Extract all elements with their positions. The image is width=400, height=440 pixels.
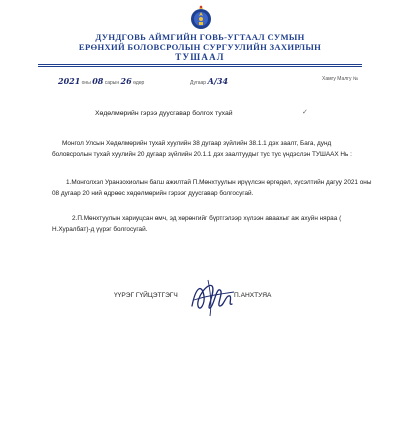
- order-number: А/34: [207, 76, 229, 86]
- body-paragraph-3: 2.П.Мөнхтуулын хариуцсан өмч, эд хөрөнгийг бүртгэлээр хүлээн аваахыг аж ахуйн няраа ( Н.Хуралбат)-д үүрэг болгосугай.: [52, 215, 342, 233]
- subject-title: Хөдөлмөрийн гэрээ дуусгавар болгох тухай: [95, 110, 233, 117]
- number-field: [190, 76, 228, 86]
- org-name-line-2: ЕРӨНХИЙ БОЛОВСРОЛЫН СУРГУУЛИЙН ЗАХИРЛЫН: [78, 42, 322, 52]
- mongolia-state-emblem-icon: [190, 4, 212, 32]
- date-field: [58, 76, 144, 86]
- signatory-name: П.АНХТУЯА: [234, 292, 272, 299]
- body-paragraph-1: Монгол Улсын Хөдөлмөрийн тухай хуулийн 38 дугаар зүйлийн 38.1.1 дэх заалт, Бага, дунд боловсролын тухай хуулийн 20 дугаар зүйлийн 20.1.1 дэх заалтуудыг тус тус үндэслэн ТУШААХ Нь :: [52, 140, 352, 158]
- date-month: 08: [92, 76, 104, 86]
- number-label: Дугаар: [190, 80, 207, 86]
- org-name-line-1: ДУНДГОВЬ АЙМГИЙН ГОВЬ-УГТААЛ СУМЫН: [95, 32, 305, 42]
- header-rule: [38, 64, 362, 65]
- header-rule: [38, 66, 362, 67]
- date-year-suffix: оны: [81, 80, 91, 86]
- date-day: 26: [120, 76, 132, 86]
- signatory-title: ҮҮРЭГ ГҮЙЦЭТГЭГЧ: [114, 292, 178, 299]
- date-month-suffix: сарын: [104, 80, 120, 86]
- handwritten-signature-icon: [186, 276, 240, 318]
- body-paragraph-2: 1.Монголхэл Уранзохиолын багш ажилтай П.Мөнхтуулын ирүүлсэн өргөдөл, хүсэлтийн дагуу 2021 оны 08 дугаар 20 ний өдрөөс хөдөлмөрийн гэрээг дуусгавар болгосугай.: [52, 179, 372, 197]
- date-year: 2021: [58, 76, 81, 86]
- place-label: Хамгу Малгу №: [322, 76, 359, 82]
- date-day-suffix: өдөр: [133, 80, 145, 86]
- check-mark-icon: ✓: [302, 109, 308, 116]
- place-field: [322, 76, 358, 82]
- document-type: ТУШААЛ: [175, 52, 225, 62]
